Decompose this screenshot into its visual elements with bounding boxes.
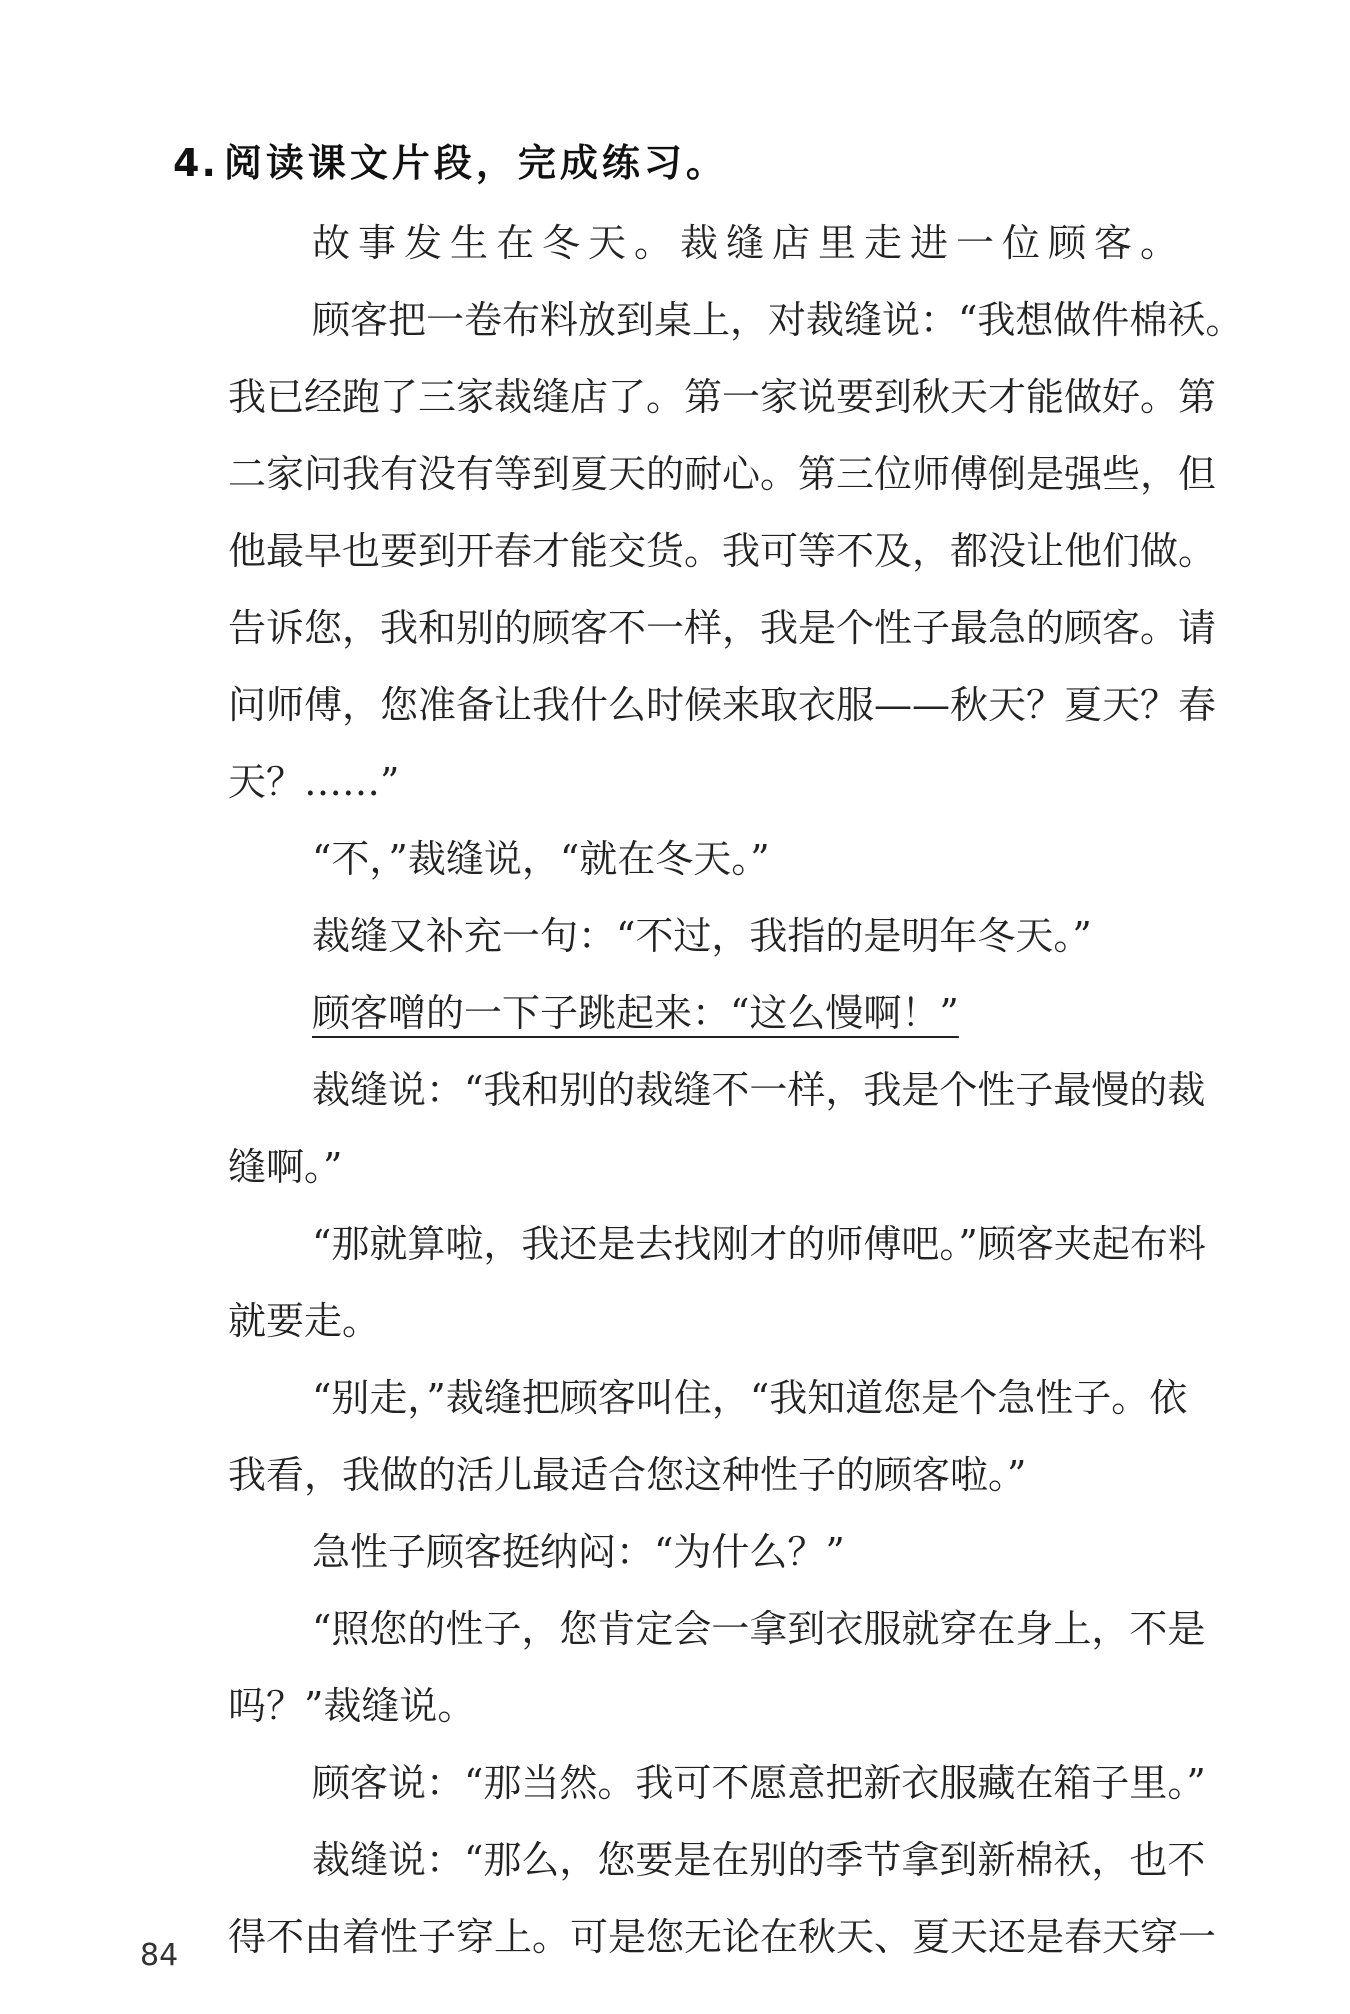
passage-line: 顾客说：“那当然。我可不愿意把新衣服藏在箱子里。” bbox=[312, 1761, 1206, 1805]
passage-line: “那就算啦，我还是去找刚才的师傅吧。”顾客夹起布料 bbox=[312, 1222, 1206, 1266]
passage-line: 天？……” bbox=[228, 760, 400, 804]
passage-line: 裁缝说：“我和别的裁缝不一样，我是个性子最慢的裁 bbox=[312, 1068, 1206, 1112]
passage-line: 故事发生在冬天。裁缝店里走进一位顾客。 bbox=[312, 221, 1187, 265]
page-number: 84 bbox=[140, 1938, 179, 1973]
passage-line: 得不由着性子穿上。可是您无论在秋天、夏天还是春天穿一 bbox=[228, 1915, 1217, 1959]
passage-line: “不，”裁缝说，“就在冬天。” bbox=[312, 837, 770, 881]
exercise-heading bbox=[173, 138, 728, 188]
exercise-number: 4. bbox=[173, 141, 218, 185]
passage-line: 裁缝说：“那么，您要是在别的季节拿到新棉袄，也不 bbox=[312, 1838, 1206, 1882]
reading-passage bbox=[228, 205, 1278, 1976]
passage-line: 顾客把一卷布料放到桌上，对裁缝说：“我想做件棉袄。 bbox=[312, 298, 1244, 342]
passage-line: “别走，”裁缝把顾客叫住，“我知道您是个急性子。依 bbox=[312, 1376, 1188, 1420]
passage-line-underlined bbox=[228, 975, 1278, 1052]
passage-line: 裁缝又补充一句：“不过，我指的是明年冬天。” bbox=[312, 914, 1092, 958]
passage-line: 缝啊。” bbox=[228, 1145, 343, 1189]
passage-line: 问师傅，您准备让我什么时候来取衣服——秋天？夏天？春 bbox=[228, 683, 1217, 727]
passage-line: 我看，我做的活儿最适合您这种性子的顾客啦。” bbox=[228, 1453, 1027, 1497]
passage-line: 二家问我有没有等到夏天的耐心。第三位师傅倒是强些，但 bbox=[228, 452, 1217, 496]
passage-line: 吗？”裁缝说。 bbox=[228, 1684, 476, 1728]
passage-line: 急性子顾客挺纳闷：“为什么？” bbox=[312, 1530, 845, 1574]
passage-line: 告诉您，我和别的顾客不一样，我是个性子最急的顾客。请 bbox=[228, 606, 1217, 650]
passage-line: 就要走。 bbox=[228, 1299, 381, 1343]
passage-line: 我已经跑了三家裁缝店了。第一家说要到秋天才能做好。第 bbox=[228, 375, 1217, 419]
underlined-sentence: 顾客噌的一下子跳起来：“这么慢啊！” bbox=[312, 991, 959, 1035]
passage-line: “照您的性子，您肯定会一拿到衣服就穿在身上，不是 bbox=[312, 1607, 1206, 1651]
exercise-title: 阅读课文片段，完成练习。 bbox=[223, 141, 728, 185]
passage-line: 他最早也要到开春才能交货。我可等不及，都没让他们做。 bbox=[228, 529, 1217, 573]
